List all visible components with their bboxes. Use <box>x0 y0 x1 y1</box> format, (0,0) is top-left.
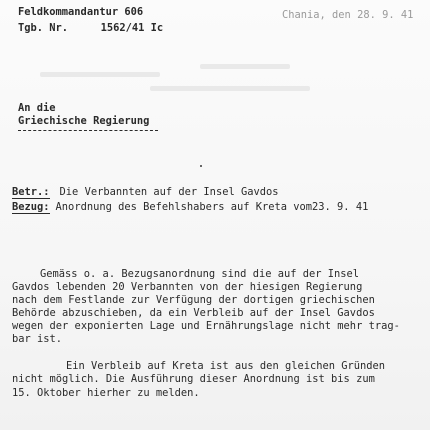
recipient-line-2: Griechische Regierung <box>18 115 150 127</box>
recipient-line-1: An die <box>18 102 56 114</box>
recipient-underline <box>18 130 158 131</box>
bleed-through-mark <box>200 64 290 69</box>
place-date: Chania, den 28. 9. 41 <box>282 9 414 21</box>
body-line: Gemäss o. a. Bezugsanordnung sind die auf der Insel <box>40 268 360 280</box>
reference-label: Bezug: <box>12 201 50 213</box>
subject-label: Betr.: <box>12 186 50 198</box>
subject-text: Die Verbannten auf der Insel Gavdos <box>59 186 279 198</box>
subject-line <box>12 186 279 199</box>
body-line: Behörde abzuschieben, da ein Verbleib auf der Insel Gavdos <box>12 307 375 319</box>
office-name: Feldkommandantur 606 <box>18 6 144 18</box>
body-line: nach dem Festlande zur Verfügung der dortigen griechischen <box>12 294 375 306</box>
body-line: 15. Oktober hierher zu melden. <box>12 387 200 399</box>
body-line: bar ist. <box>12 333 63 345</box>
bleed-through-mark <box>40 72 160 77</box>
journal-reference <box>18 22 163 35</box>
body-line: wegen der exponierten Lage und Ernährungslage nicht mehr trag- <box>12 320 400 332</box>
bleed-through-mark <box>150 86 310 91</box>
journal-nr-label: Nr. <box>49 22 69 34</box>
reference-text: Anordnung des Befehlshabers auf Kreta vom23. 9. 41 <box>55 201 369 213</box>
body-line: nicht möglich. Die Ausführung dieser Anordnung ist bis zum <box>12 373 375 385</box>
journal-number: 1562/41 Ic <box>100 22 164 34</box>
page-dot <box>200 165 202 167</box>
body-line: Ein Verbleib auf Kreta ist aus den gleichen Gründen <box>66 360 386 372</box>
journal-label: Tgb. <box>18 22 44 34</box>
body-line: Gavdos lebenden 20 Verbannten von der hiesigen Regierung <box>12 281 363 293</box>
reference-line <box>12 201 368 214</box>
